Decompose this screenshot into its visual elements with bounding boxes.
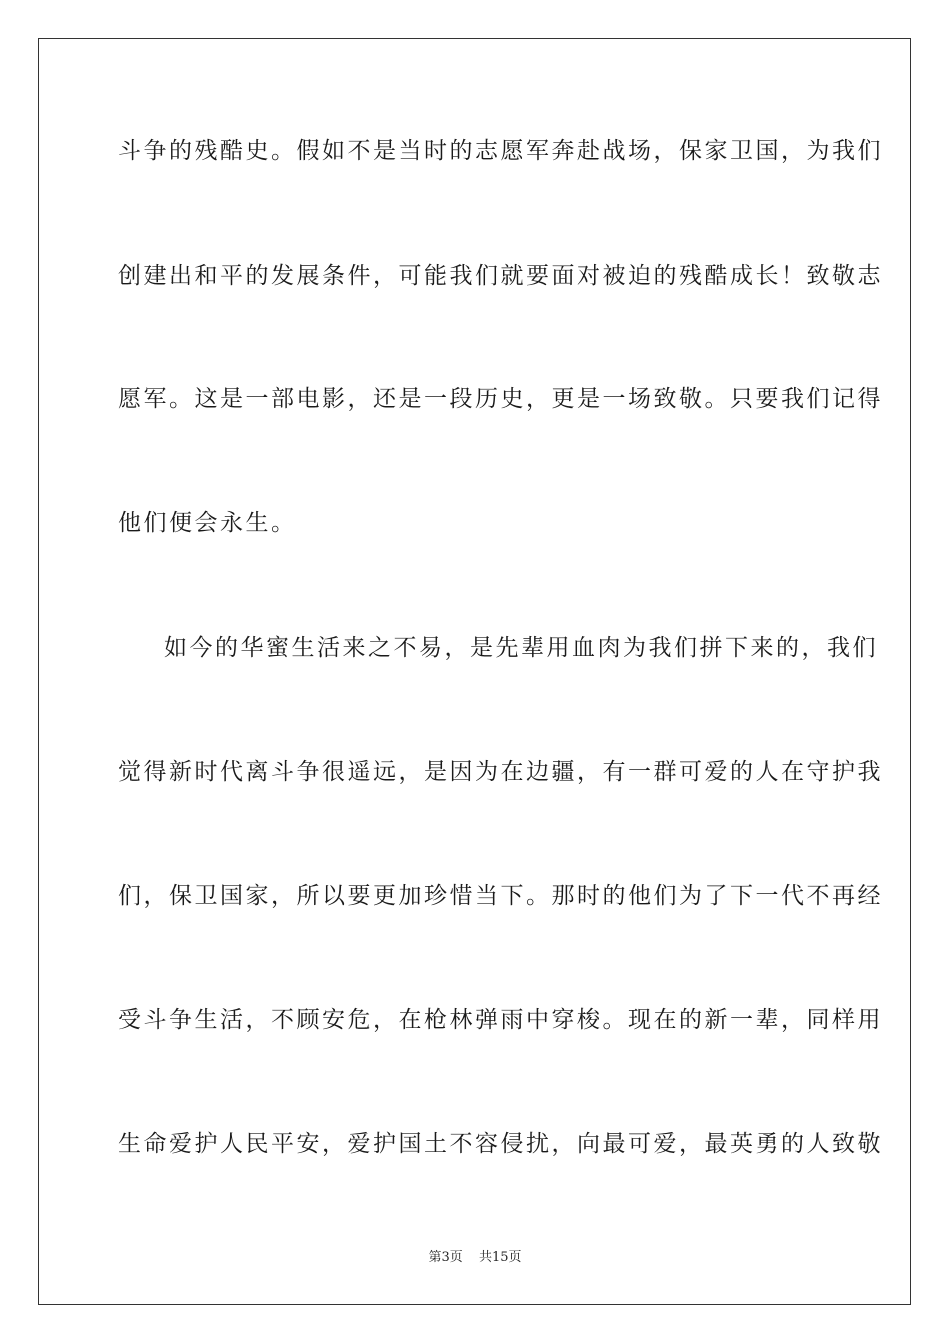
paragraph-2-line-3: 们，保卫国家，所以要更加珍惜当下。那时的他们为了下一代不再经	[118, 883, 883, 909]
paragraph-1-line-1: 斗争的残酷史。假如不是当时的志愿军奔赴战场，保家卫国，为我们	[118, 138, 883, 164]
paragraph-2-line-4: 受斗争生活，不顾安危，在枪林弹雨中穿梭。现在的新一辈，同样用	[118, 1007, 883, 1033]
page-footer	[0, 1246, 950, 1265]
paragraph-2-line-2: 觉得新时代离斗争很遥远，是因为在边疆，有一群可爱的人在守护我	[118, 759, 883, 785]
paragraph-2-line-1: 如今的华蜜生活来之不易，是先辈用血肉为我们拼下来的，我们	[164, 635, 878, 661]
paragraph-1-line-2: 创建出和平的发展条件，可能我们就要面对被迫的残酷成长！致敬志	[118, 263, 883, 289]
paragraph-2-line-5: 生命爱护人民平安，爱护国土不容侵扰，向最可爱，最英勇的人致敬	[118, 1131, 883, 1157]
page-border	[38, 38, 911, 1305]
paragraph-1-line-4: 他们便会永生。	[118, 510, 297, 536]
paragraph-1-line-3: 愿军。这是一部电影，还是一段历史，更是一场致敬。只要我们记得	[118, 386, 883, 412]
page-number: 第3页	[428, 1250, 463, 1265]
page-total: 共15页	[478, 1250, 522, 1265]
